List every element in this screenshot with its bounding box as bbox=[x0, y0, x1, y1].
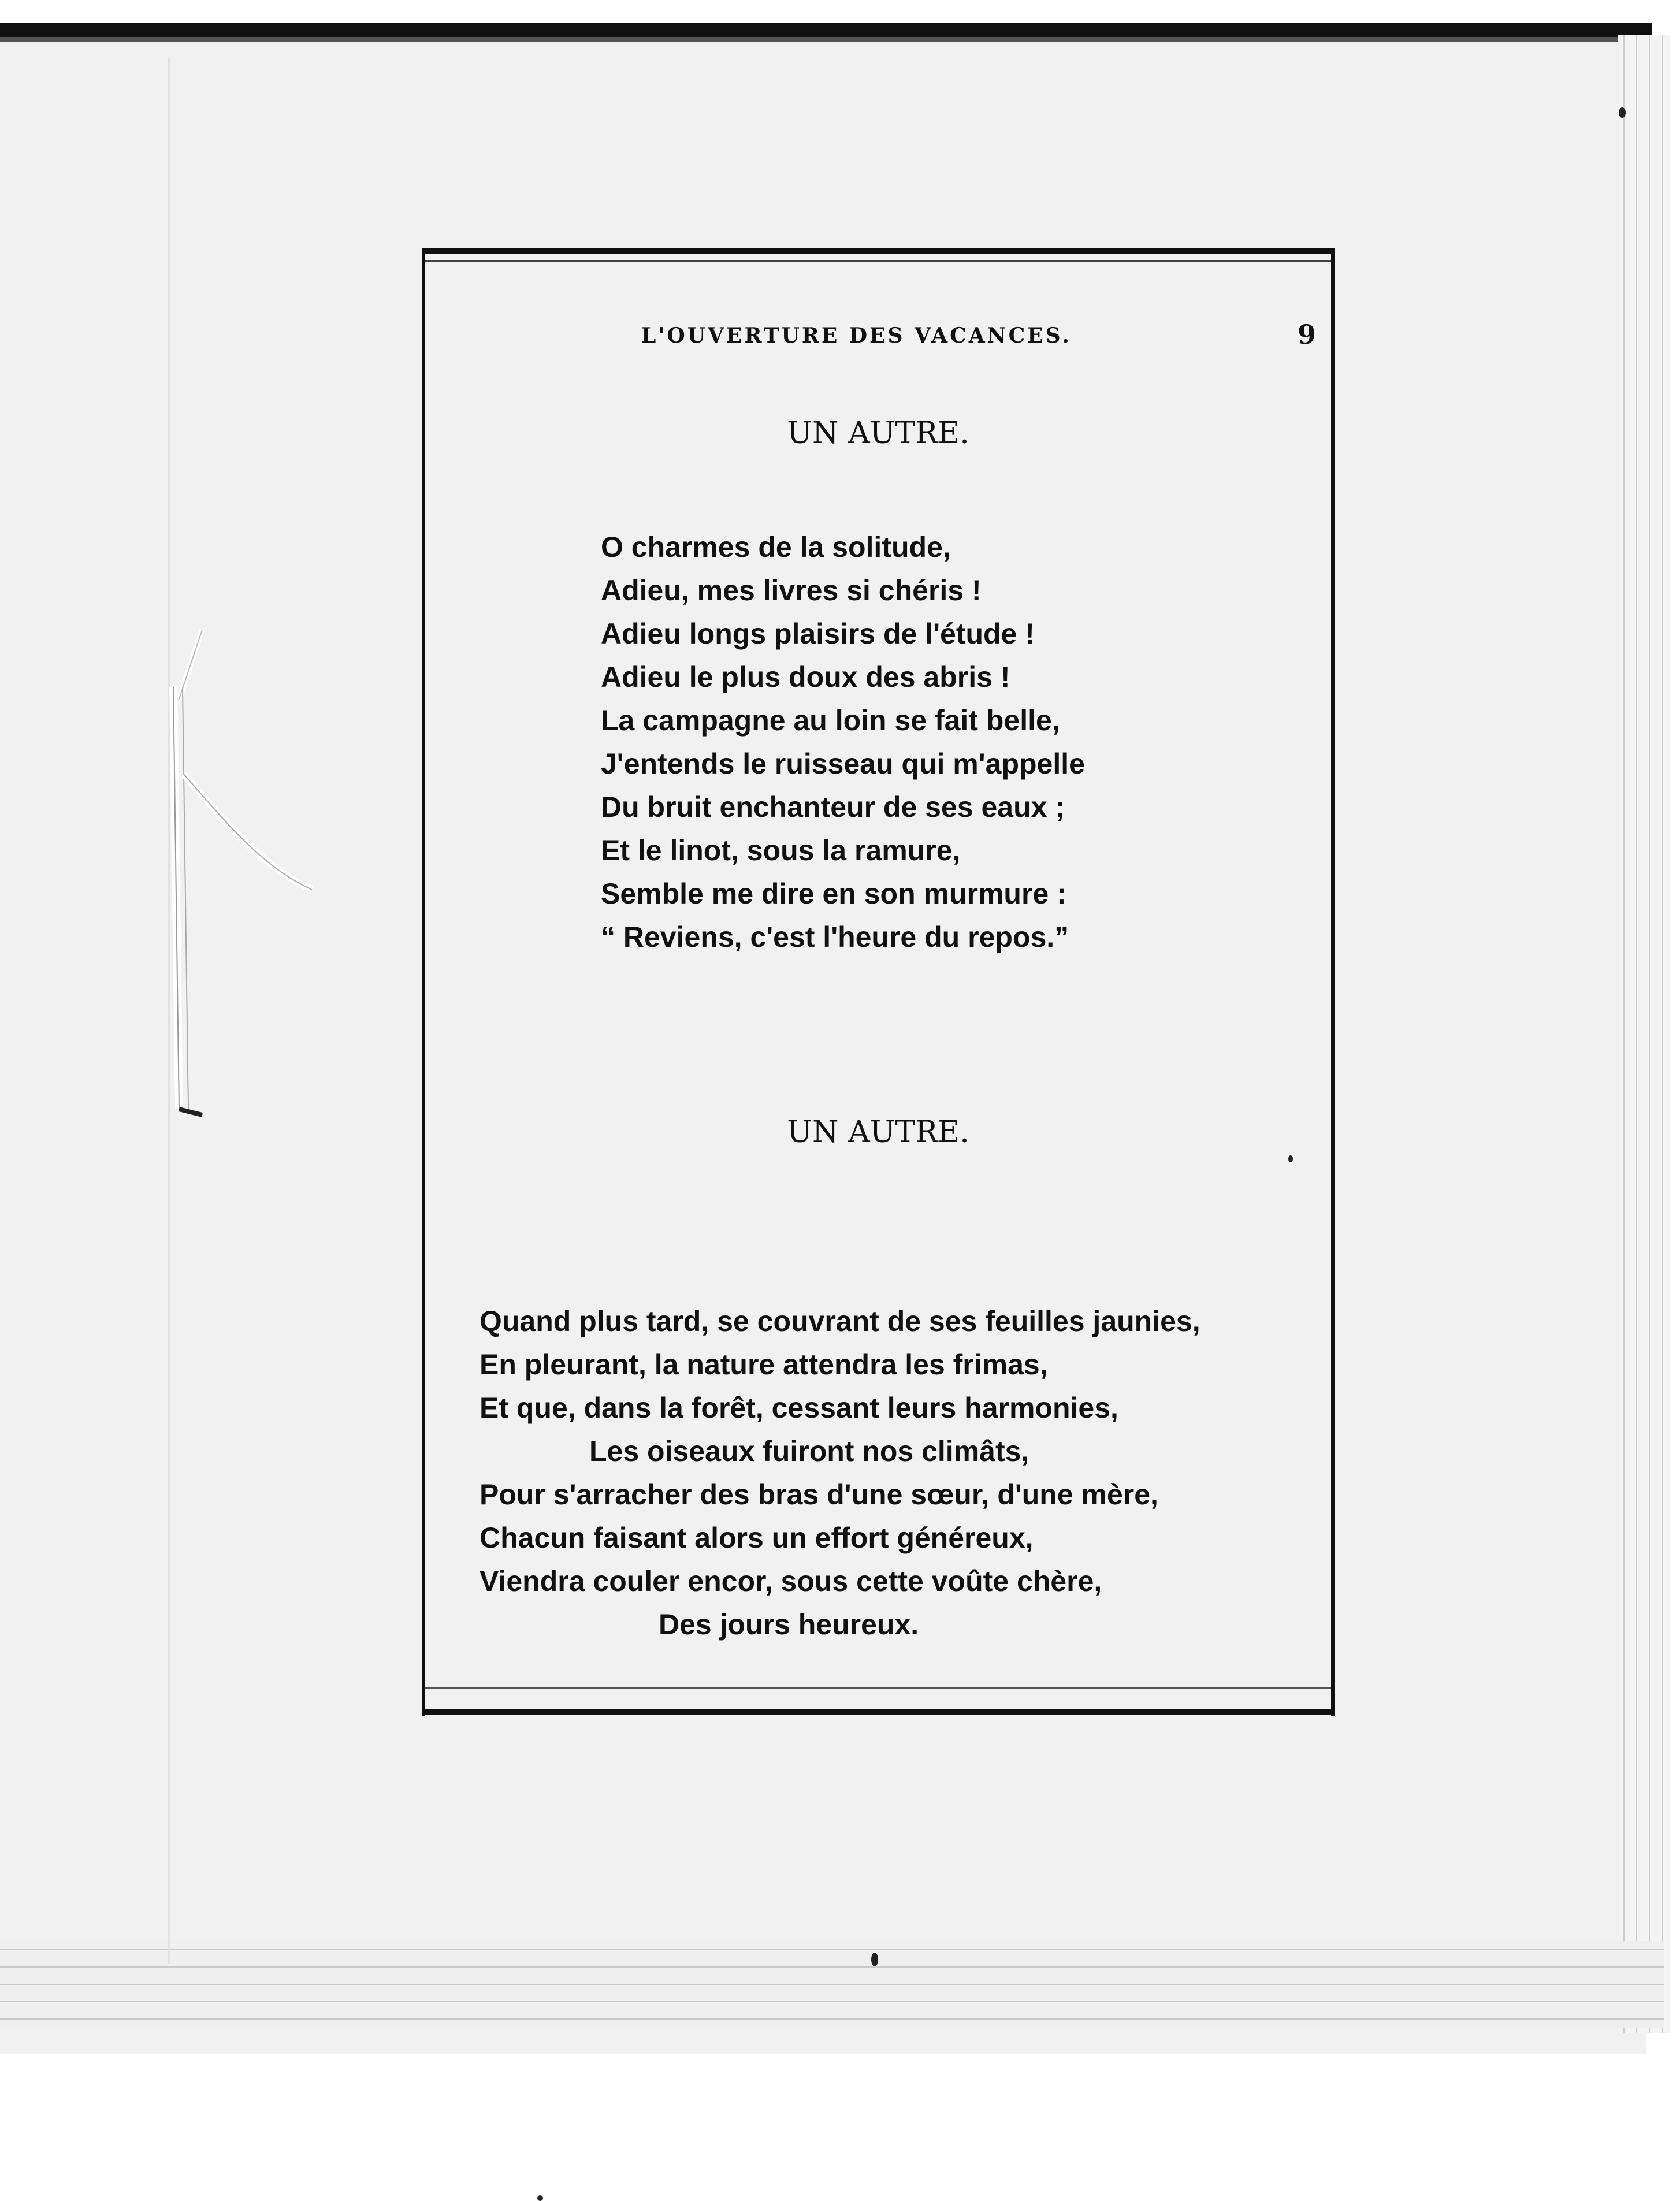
poem-line: Adieu le plus doux des abris ! bbox=[601, 661, 1010, 693]
poem-line: Du bruit enchanteur de ses eaux ; bbox=[601, 791, 1065, 823]
poem-line: Viendra couler encor, sous cette voûte chère, bbox=[480, 1565, 1102, 1597]
frame-bottom-thin-rule bbox=[425, 1687, 1331, 1689]
poem-line: “ Reviens, c'est l'heure du repos.” bbox=[601, 921, 1069, 953]
poem-line: Des jours heureux. bbox=[659, 1608, 919, 1641]
frame-bottom-rule bbox=[422, 1709, 1335, 1715]
poem-line: Adieu longs plaisirs de l'étude ! bbox=[601, 618, 1035, 650]
poem-line: Semble me dire en son murmure : bbox=[601, 878, 1066, 910]
ink-speck bbox=[1288, 1155, 1293, 1162]
poem-line: Les oiseaux fuiront nos climâts, bbox=[589, 1435, 1029, 1467]
ink-speck bbox=[871, 1953, 878, 1966]
page-number: 9 bbox=[1298, 319, 1317, 350]
ink-speck bbox=[537, 2195, 543, 2201]
frame-top-rule bbox=[422, 248, 1335, 254]
poem-line: En pleurant, la nature attendra les frimas, bbox=[480, 1348, 1048, 1381]
page-stack-edge bbox=[1618, 35, 1670, 2033]
frame-top-thin-rule bbox=[425, 260, 1331, 262]
poem-line: O charmes de la solitude, bbox=[601, 531, 951, 563]
section-title: UN AUTRE. bbox=[787, 1115, 969, 1150]
poem-line: Et que, dans la forêt, cessant leurs harmonies, bbox=[480, 1392, 1118, 1424]
poem-line: Adieu, mes livres si chéris ! bbox=[601, 574, 982, 607]
poem-line: Quand plus tard, se couvrant de ses feuilles jaunies, bbox=[480, 1305, 1200, 1337]
poem-line: Pour s'arracher des bras d'une sœur, d'une mère, bbox=[480, 1478, 1158, 1511]
section-title: UN AUTRE. bbox=[787, 416, 969, 451]
ink-speck bbox=[1619, 107, 1626, 118]
poem-line: La campagne au loin se fait belle, bbox=[601, 704, 1060, 737]
page-top-edge bbox=[0, 23, 1652, 58]
running-head: L'OUVERTURE DES VACANCES. bbox=[641, 324, 1072, 348]
poem-line: J'entends le ruisseau qui m'appelle bbox=[601, 748, 1085, 780]
page-bottom-edge bbox=[0, 1941, 1664, 2028]
poem-line: Chacun faisant alors un effort généreux, bbox=[480, 1522, 1034, 1554]
poem-line: Et le linot, sous la ramure, bbox=[601, 834, 961, 867]
poem-stanza bbox=[480, 1300, 1200, 1646]
binding-thread bbox=[156, 624, 329, 1178]
poem-stanza bbox=[601, 526, 1085, 959]
